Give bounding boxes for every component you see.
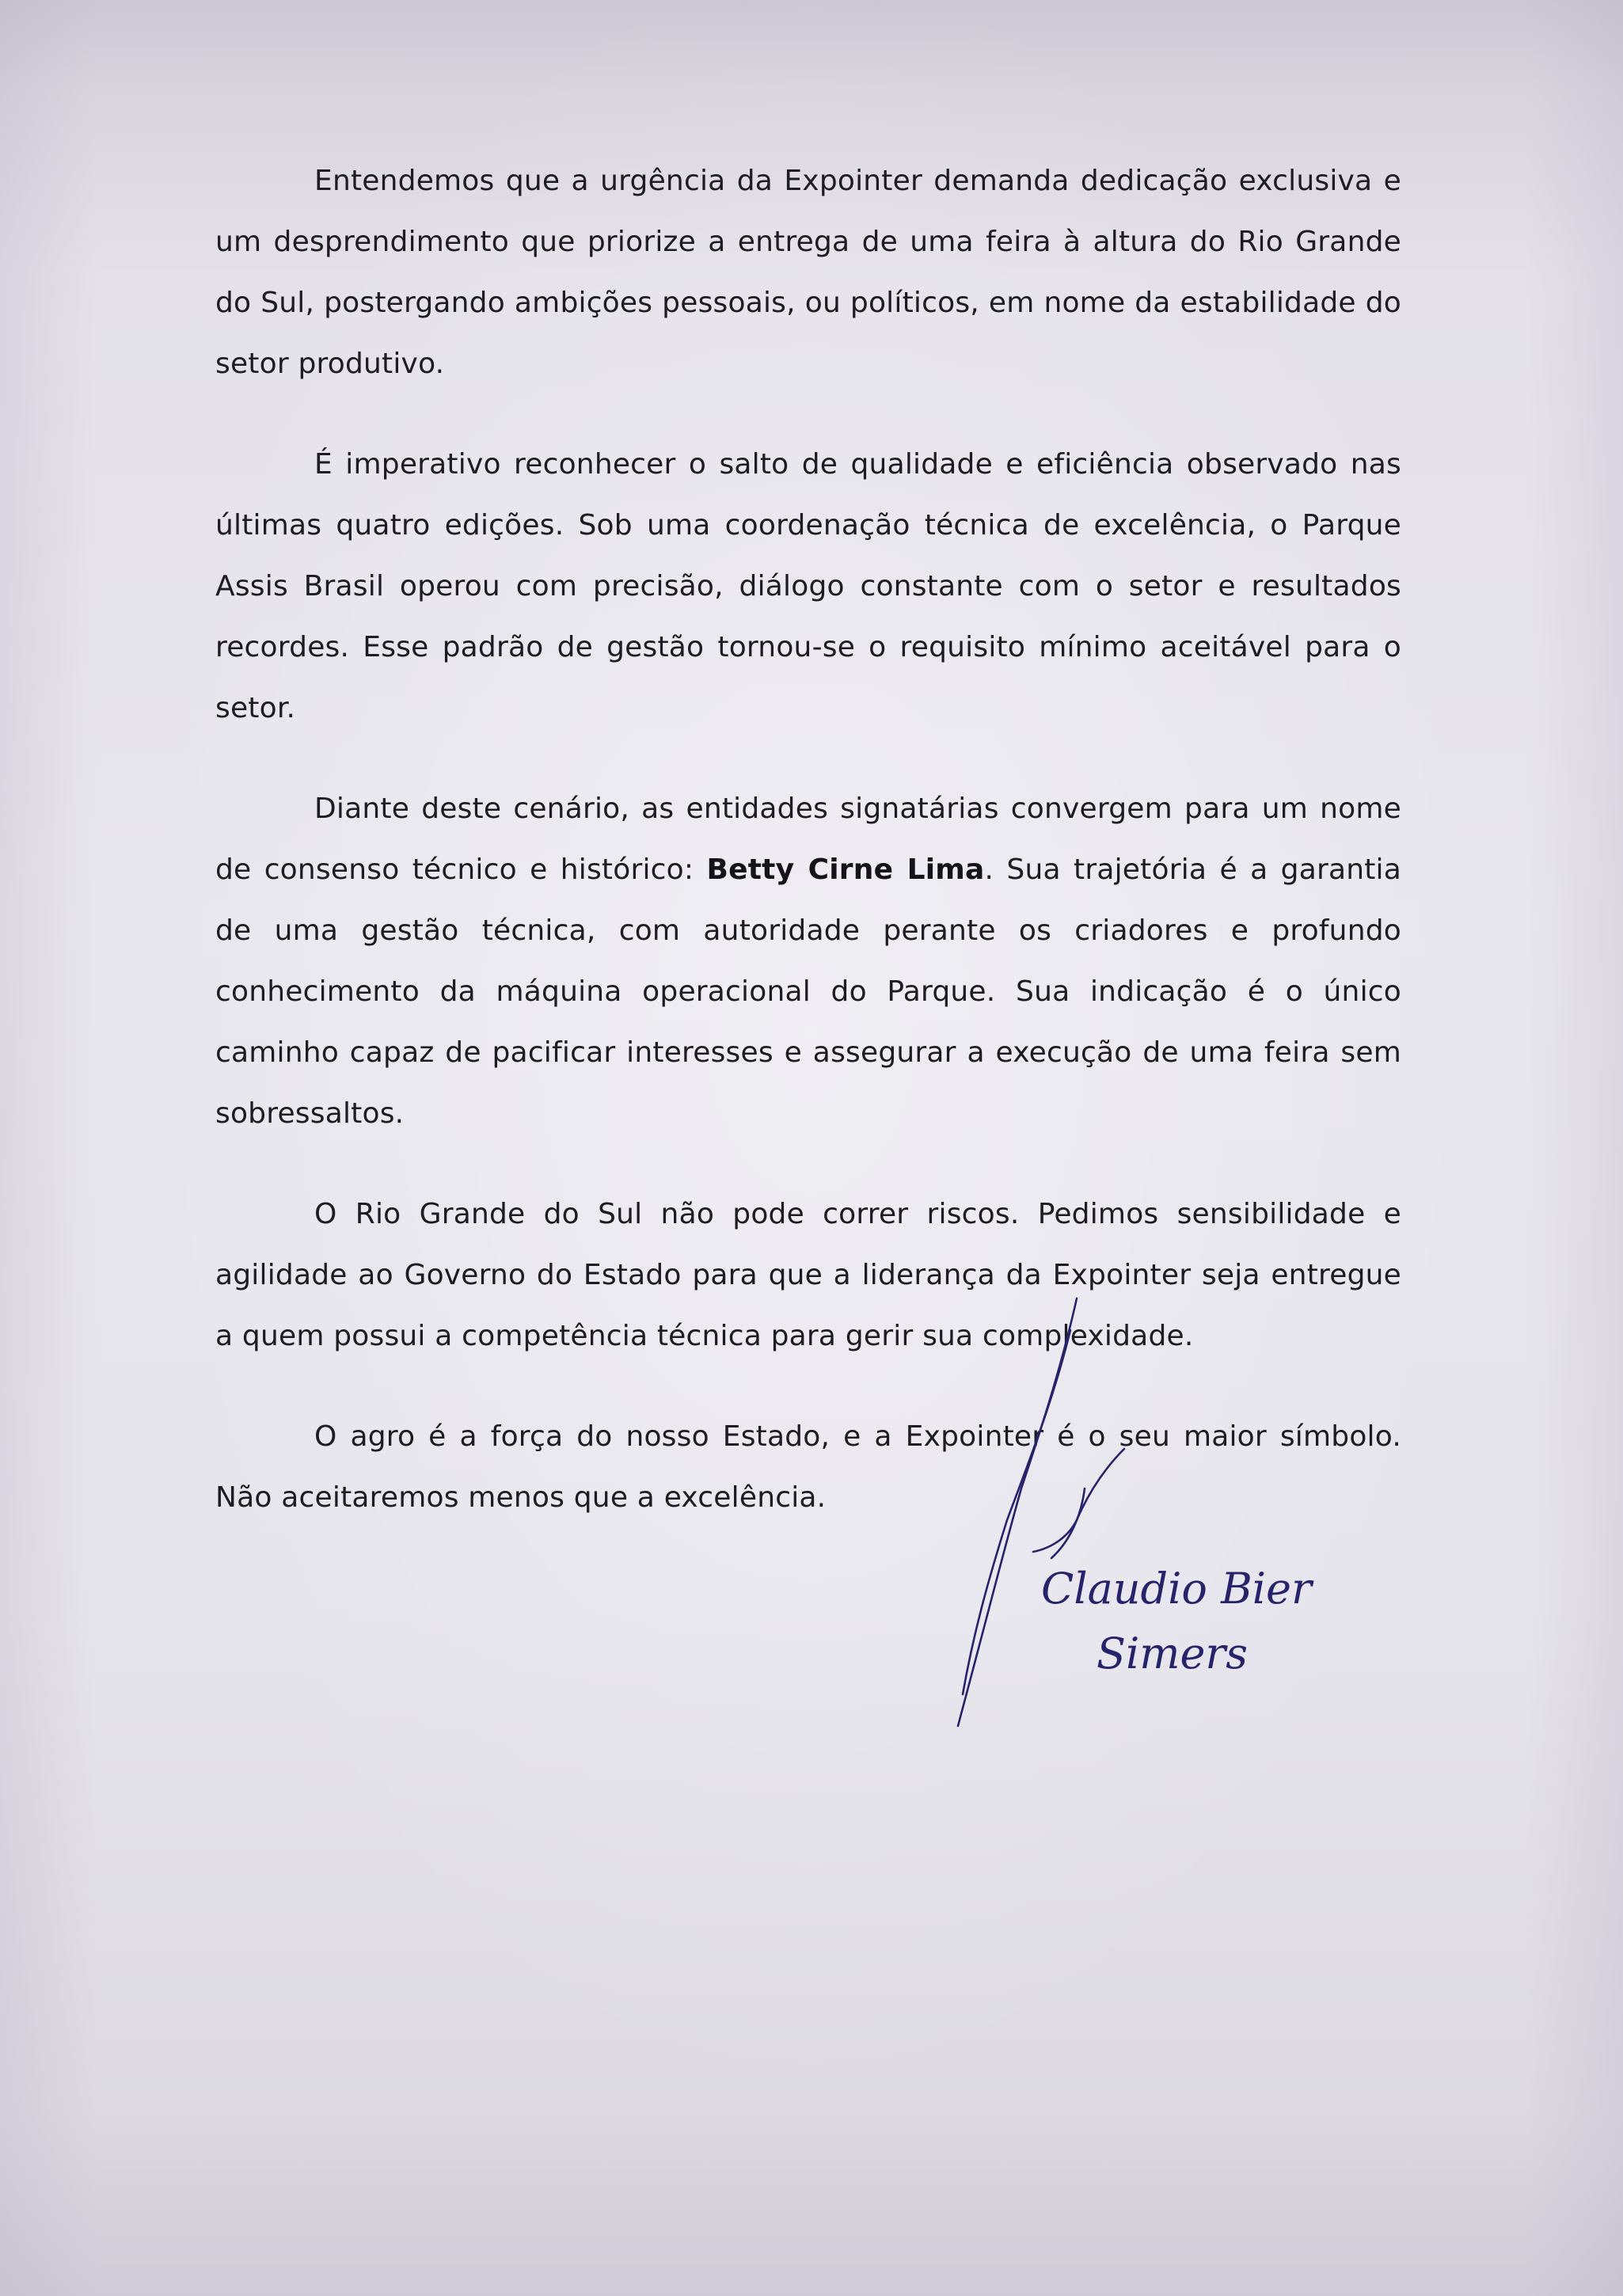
paragraph-nomination bbox=[215, 778, 1401, 1144]
paragraph-text: Entendemos que a urgência da Expointer demanda dedicação exclusiva e um desprendimento que priorize a entrega de uma feira à altura do Rio Grande do Sul, postergando ambições pessoais, ou políticos, em nome da estabilidade do setor produtivo. bbox=[215, 165, 1401, 380]
signature-org-line: Simers bbox=[1097, 1629, 1248, 1678]
paragraph-text-before: Diante deste cenário, as entidades signatárias convergem para um nome de consenso técnico e histórico: bbox=[215, 793, 1401, 886]
signature-name-line: Claudio Bier bbox=[1041, 1564, 1312, 1614]
paragraph-text-after: . Sua trajetória é a garantia de uma gestão técnica, com autoridade perante os criadores e profundo conhecimento da máquina operacional do Parque. Sua indicação é o único caminho capaz de pacificar interesses e assegurar a execução de uma feira sem sobressaltos. bbox=[215, 853, 1402, 1130]
paragraph-text: É imperativo reconhecer o salto de qualidade e eficiência observado nas últimas quatro edições. Sob uma coordenação técnica de excelência, o Parque Assis Brasil operou com precisão, diálogo constante com o setor e resultados recordes. Esse padrão de gestão tornou-se o requisito mínimo aceitável para o setor. bbox=[215, 448, 1401, 724]
paragraph-urgency bbox=[215, 150, 1401, 394]
signature-drawing bbox=[934, 1283, 1346, 1734]
paragraph-quality bbox=[215, 434, 1401, 739]
paragraph-text: O agro é a força do nosso Estado, e a Expointer é o seu maior símbolo. Não aceitaremos menos que a excelência. bbox=[215, 1420, 1401, 1514]
paragraph-text: O Rio Grande do Sul não pode correr riscos. Pedimos sensibilidade e agilidade ao Governo do Estado para que a liderança da Expointer seja entregue a quem possui a competência técnica para gerir sua complexidade. bbox=[215, 1198, 1401, 1352]
nominee-name: Betty Cirne Lima bbox=[706, 853, 985, 886]
handwritten-signature bbox=[934, 1283, 1346, 1734]
